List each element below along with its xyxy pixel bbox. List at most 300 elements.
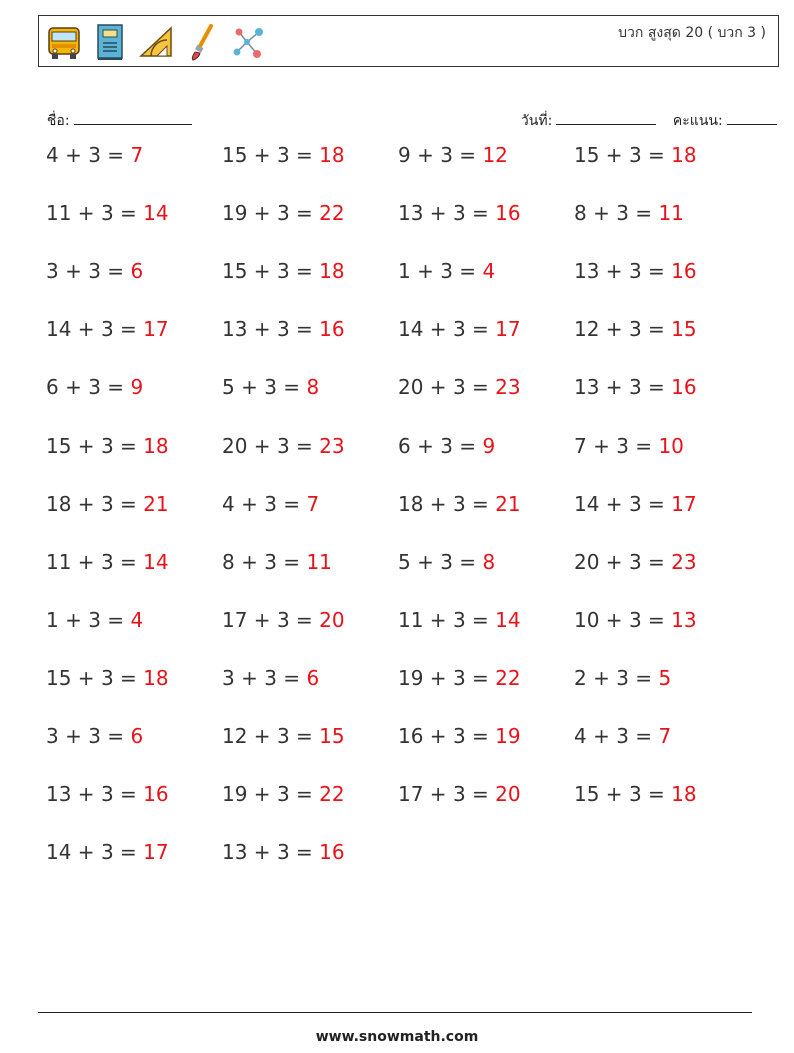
problem-addend: 3 (440, 143, 453, 167)
header-icons (45, 20, 267, 64)
problem-question: 10 (574, 607, 600, 632)
score-field (664, 94, 777, 132)
problem-item (398, 201, 521, 225)
problem-answer: 18 (319, 259, 345, 284)
problem-addend: 3 (276, 259, 290, 284)
problem-operator: + (586, 665, 617, 690)
problem-question: 2 (574, 665, 587, 690)
problem-operator: + (423, 782, 453, 807)
problem-answer: 16 (319, 840, 345, 865)
problem-operator: + (599, 491, 629, 516)
problem-equals: = (465, 607, 496, 632)
problem-item (574, 608, 697, 632)
problem-equals: = (289, 201, 320, 226)
problem-question: 13 (398, 201, 424, 226)
date-label: วันที่: (520, 113, 553, 129)
problem-operator: + (71, 201, 101, 226)
problem-answer: 17 (495, 317, 521, 342)
problem-addend: 3 (616, 724, 629, 748)
problem-answer: 16 (671, 259, 697, 284)
problem-item (46, 317, 169, 341)
problem-operator: + (234, 375, 265, 400)
problem-answer: 16 (495, 201, 521, 226)
problem-answer: 22 (319, 201, 345, 226)
problem-answer: 18 (143, 665, 169, 690)
problem-question: 15 (222, 143, 248, 167)
score-label: คะแนน: (672, 113, 723, 129)
problem-equals: = (452, 259, 483, 284)
problem-question: 18 (398, 491, 424, 516)
problem-addend: 3 (276, 317, 290, 342)
problem-equals: = (465, 491, 496, 516)
problem-item (398, 375, 521, 399)
problem-operator: + (423, 491, 453, 516)
problem-addend: 3 (628, 143, 642, 167)
problem-operator: + (247, 782, 277, 807)
problem-addend: 3 (452, 724, 466, 748)
problem-item (46, 492, 169, 516)
problem-answer: 14 (495, 607, 521, 632)
problem-question: 14 (46, 317, 72, 342)
problem-question: 14 (398, 317, 424, 342)
problem-item (222, 782, 345, 806)
problem-addend: 3 (628, 259, 642, 284)
problem-item (398, 782, 521, 806)
problem-addend: 3 (440, 433, 453, 458)
problem-item (46, 201, 169, 225)
problem-operator: + (71, 840, 101, 865)
problem-question: 1 (398, 259, 411, 284)
problem-answer: 22 (319, 782, 345, 807)
problem-item (398, 492, 521, 516)
problem-answer: 21 (495, 491, 521, 516)
problem-operator: + (599, 143, 629, 167)
problem-item (222, 666, 319, 690)
problem-item (574, 143, 697, 167)
problem-equals: = (276, 549, 307, 574)
score-blank-line (727, 110, 777, 125)
problem-question: 15 (574, 782, 600, 807)
problem-question: 3 (46, 259, 59, 284)
problem-answer: 23 (671, 549, 697, 574)
problem-item (398, 434, 495, 458)
problem-question: 15 (574, 143, 600, 167)
problem-operator: + (410, 549, 441, 574)
problem-item (222, 143, 345, 167)
problem-item (46, 143, 143, 167)
problem-equals: = (113, 549, 144, 574)
problem-addend: 3 (616, 433, 629, 458)
problem-addend: 3 (276, 724, 290, 748)
problem-answer: 20 (319, 607, 345, 632)
problem-addend: 3 (616, 201, 629, 226)
problem-addend: 3 (276, 607, 290, 632)
problem-addend: 3 (276, 143, 290, 167)
problem-answer: 18 (319, 143, 345, 167)
problem-addend: 3 (452, 607, 466, 632)
problem-question: 17 (398, 782, 424, 807)
problem-operator: + (599, 782, 629, 807)
problem-question: 15 (46, 665, 72, 690)
problem-item (222, 201, 345, 225)
problem-question: 11 (46, 201, 72, 226)
problem-equals: = (465, 375, 496, 400)
problem-question: 12 (574, 317, 600, 342)
molecule-icon (229, 20, 267, 64)
problem-operator: + (234, 665, 265, 690)
problem-answer: 23 (495, 375, 521, 400)
problem-answer: 17 (671, 491, 697, 516)
problem-operator: + (71, 665, 101, 690)
problem-item (574, 550, 697, 574)
problem-answer: 7 (658, 724, 672, 748)
problem-answer: 12 (482, 143, 508, 167)
problem-operator: + (58, 724, 89, 748)
problem-equals: = (100, 607, 131, 632)
problem-operator: + (247, 259, 277, 284)
footer-divider (38, 1012, 752, 1013)
problem-addend: 3 (616, 665, 629, 690)
problem-question: 12 (222, 724, 248, 748)
problem-addend: 3 (264, 491, 277, 516)
problem-operator: + (423, 317, 453, 342)
problem-item (222, 724, 345, 748)
problem-answer: 17 (143, 317, 169, 342)
problem-answer: 4 (130, 607, 144, 632)
problem-answer: 6 (130, 724, 144, 748)
problem-equals: = (628, 433, 659, 458)
problem-item (222, 608, 345, 632)
problem-operator: + (247, 317, 277, 342)
problem-question: 3 (222, 665, 235, 690)
problem-answer: 17 (143, 840, 169, 865)
protractor-icon (137, 20, 175, 64)
problem-addend: 3 (452, 665, 466, 690)
problem-addend: 3 (628, 782, 642, 807)
problem-item (46, 434, 169, 458)
problem-answer: 13 (671, 607, 697, 632)
problem-answer: 11 (658, 201, 684, 226)
problem-item (398, 666, 521, 690)
problem-addend: 3 (88, 375, 101, 400)
problem-operator: + (423, 201, 453, 226)
problem-item (398, 143, 508, 167)
problem-operator: + (586, 433, 617, 458)
problem-operator: + (71, 433, 101, 458)
problem-operator: + (71, 549, 101, 574)
problem-addend: 3 (628, 607, 642, 632)
name-blank-line (74, 110, 192, 125)
problem-addend: 3 (100, 840, 114, 865)
problem-answer: 16 (143, 782, 169, 807)
problem-answer: 16 (671, 375, 697, 400)
problem-equals: = (289, 259, 320, 284)
problem-item (222, 375, 319, 399)
problem-addend: 3 (276, 840, 290, 865)
problem-addend: 3 (628, 491, 642, 516)
problem-answer: 14 (143, 201, 169, 226)
problem-addend: 3 (628, 375, 642, 400)
problem-equals: = (113, 782, 144, 807)
problem-addend: 3 (440, 549, 453, 574)
problem-equals: = (641, 143, 672, 167)
problem-equals: = (289, 433, 320, 458)
problem-question: 13 (222, 317, 248, 342)
problem-item (574, 375, 697, 399)
problem-addend: 3 (100, 201, 114, 226)
problem-item (46, 375, 143, 399)
problem-question: 9 (398, 143, 411, 167)
problem-question: 4 (46, 143, 59, 167)
problem-addend: 3 (452, 317, 466, 342)
problem-operator: + (58, 259, 89, 284)
problem-item (46, 724, 143, 748)
problem-operator: + (234, 491, 265, 516)
problem-answer: 8 (306, 375, 320, 400)
problem-addend: 3 (276, 433, 290, 458)
problem-addend: 3 (628, 549, 642, 574)
problem-answer: 8 (482, 549, 496, 574)
problem-answer: 18 (671, 143, 697, 167)
problem-equals: = (100, 143, 131, 167)
problem-question: 19 (398, 665, 424, 690)
problem-item (398, 724, 521, 748)
problem-item (574, 434, 684, 458)
problem-equals: = (100, 375, 131, 400)
problem-equals: = (465, 782, 496, 807)
problem-item (46, 259, 143, 283)
problem-question: 11 (46, 549, 72, 574)
problem-addend: 3 (452, 491, 466, 516)
problem-operator: + (247, 201, 277, 226)
problem-answer: 4 (482, 259, 496, 284)
problem-operator: + (234, 549, 265, 574)
problem-equals: = (452, 433, 483, 458)
problem-question: 14 (46, 840, 72, 865)
problem-equals: = (641, 782, 672, 807)
problem-operator: + (410, 433, 441, 458)
problem-question: 6 (46, 375, 59, 400)
problem-item (574, 724, 671, 748)
problem-addend: 3 (100, 665, 114, 690)
problem-question: 19 (222, 782, 248, 807)
problem-addend: 3 (276, 782, 290, 807)
problem-operator: + (58, 143, 89, 167)
problem-operator: + (58, 607, 89, 632)
problem-operator: + (71, 317, 101, 342)
problem-question: 8 (574, 201, 587, 226)
problem-question: 13 (574, 259, 600, 284)
problem-operator: + (247, 143, 277, 167)
problem-question: 7 (574, 433, 587, 458)
problem-question: 13 (222, 840, 248, 865)
problem-question: 14 (574, 491, 600, 516)
problem-item (398, 259, 495, 283)
notebook-icon (91, 20, 129, 64)
problem-question: 13 (46, 782, 72, 807)
name-field (38, 94, 192, 132)
problem-operator: + (586, 201, 617, 226)
problem-operator: + (586, 724, 617, 748)
problem-question: 18 (46, 491, 72, 516)
problem-operator: + (247, 724, 277, 748)
problem-answer: 20 (495, 782, 521, 807)
problem-item (398, 317, 521, 341)
problem-operator: + (247, 840, 277, 865)
problem-equals: = (641, 317, 672, 342)
problem-question: 4 (574, 724, 587, 748)
problem-equals: = (113, 201, 144, 226)
problem-item (222, 259, 345, 283)
problem-operator: + (599, 317, 629, 342)
problem-equals: = (100, 724, 131, 748)
problem-answer: 9 (130, 375, 144, 400)
problem-equals: = (641, 491, 672, 516)
problem-answer: 15 (671, 317, 697, 342)
problem-answer: 14 (143, 549, 169, 574)
problem-addend: 3 (452, 375, 466, 400)
problem-equals: = (289, 782, 320, 807)
problem-equals: = (113, 433, 144, 458)
problem-equals: = (289, 840, 320, 865)
problem-equals: = (276, 665, 307, 690)
problem-answer: 15 (319, 724, 345, 748)
problem-answer: 22 (495, 665, 521, 690)
problem-addend: 3 (100, 782, 114, 807)
problem-operator: + (599, 375, 629, 400)
problem-addend: 3 (452, 782, 466, 807)
problem-answer: 7 (306, 491, 320, 516)
problem-answer: 18 (143, 433, 169, 458)
problem-question: 8 (222, 549, 235, 574)
problem-equals: = (641, 259, 672, 284)
problem-equals: = (465, 201, 496, 226)
problem-addend: 3 (452, 201, 466, 226)
problem-item (46, 550, 169, 574)
problem-operator: + (423, 375, 453, 400)
problem-answer: 9 (482, 433, 496, 458)
problem-item (222, 317, 345, 341)
problem-question: 5 (222, 375, 235, 400)
problem-equals: = (113, 491, 144, 516)
problem-question: 1 (46, 607, 59, 632)
problem-operator: + (599, 259, 629, 284)
problem-addend: 3 (88, 724, 101, 748)
problem-question: 20 (398, 375, 424, 400)
problem-equals: = (113, 317, 144, 342)
date-field (512, 94, 656, 132)
problem-question: 20 (222, 433, 248, 458)
problem-answer: 19 (495, 724, 521, 748)
problem-item (46, 666, 169, 690)
problem-addend: 3 (264, 549, 277, 574)
problem-operator: + (599, 549, 629, 574)
problem-answer: 18 (671, 782, 697, 807)
problem-item (46, 840, 169, 864)
problem-answer: 16 (319, 317, 345, 342)
problem-operator: + (410, 259, 441, 284)
problem-question: 11 (398, 607, 424, 632)
problem-answer: 11 (306, 549, 332, 574)
problem-equals: = (628, 201, 659, 226)
problem-answer: 5 (658, 665, 672, 690)
problem-question: 19 (222, 201, 248, 226)
problem-answer: 7 (130, 143, 144, 167)
problem-equals: = (289, 607, 320, 632)
problem-addend: 3 (88, 143, 101, 167)
problem-equals: = (465, 317, 496, 342)
problem-operator: + (58, 375, 89, 400)
problem-answer: 6 (306, 665, 320, 690)
problem-equals: = (628, 665, 659, 690)
problem-operator: + (71, 782, 101, 807)
problem-equals: = (465, 724, 496, 748)
problem-question: 20 (574, 549, 600, 574)
problem-addend: 3 (628, 317, 642, 342)
problem-operator: + (423, 724, 453, 748)
problem-equals: = (113, 840, 144, 865)
problem-item (574, 666, 671, 690)
problem-equals: = (113, 665, 144, 690)
problem-equals: = (100, 259, 131, 284)
problem-addend: 3 (100, 549, 114, 574)
problem-question: 15 (222, 259, 248, 284)
problem-operator: + (247, 607, 277, 632)
problem-item (574, 782, 697, 806)
problem-equals: = (641, 375, 672, 400)
problem-item (574, 201, 684, 225)
school-bus-icon (45, 20, 83, 64)
problem-item (222, 434, 345, 458)
problem-equals: = (628, 724, 659, 748)
problem-question: 15 (46, 433, 72, 458)
worksheet-header (38, 15, 779, 67)
problem-item (574, 492, 697, 516)
problem-question: 13 (574, 375, 600, 400)
problem-addend: 3 (440, 259, 453, 284)
problem-operator: + (71, 491, 101, 516)
problem-item (574, 259, 697, 283)
problem-operator: + (423, 665, 453, 690)
paintbrush-icon (183, 20, 221, 64)
problem-answer: 6 (130, 259, 144, 284)
problem-question: 17 (222, 607, 248, 632)
problem-equals: = (641, 607, 672, 632)
problem-answer: 21 (143, 491, 169, 516)
problem-addend: 3 (276, 201, 290, 226)
problem-item (222, 550, 332, 574)
problem-question: 6 (398, 433, 411, 458)
problem-item (398, 550, 495, 574)
problem-addend: 3 (100, 433, 114, 458)
problem-question: 16 (398, 724, 424, 748)
problem-addend: 3 (88, 259, 101, 284)
problem-addend: 3 (100, 317, 114, 342)
problem-item (46, 782, 169, 806)
problem-question: 3 (46, 724, 59, 748)
problem-answer: 23 (319, 433, 345, 458)
problem-equals: = (289, 317, 320, 342)
problem-equals: = (289, 724, 320, 748)
problem-equals: = (276, 491, 307, 516)
problem-item (574, 317, 697, 341)
problem-operator: + (423, 607, 453, 632)
problem-equals: = (641, 549, 672, 574)
problem-equals: = (452, 549, 483, 574)
problem-operator: + (599, 607, 629, 632)
problem-equals: = (452, 143, 483, 167)
name-label: ชื่อ: (46, 113, 70, 129)
